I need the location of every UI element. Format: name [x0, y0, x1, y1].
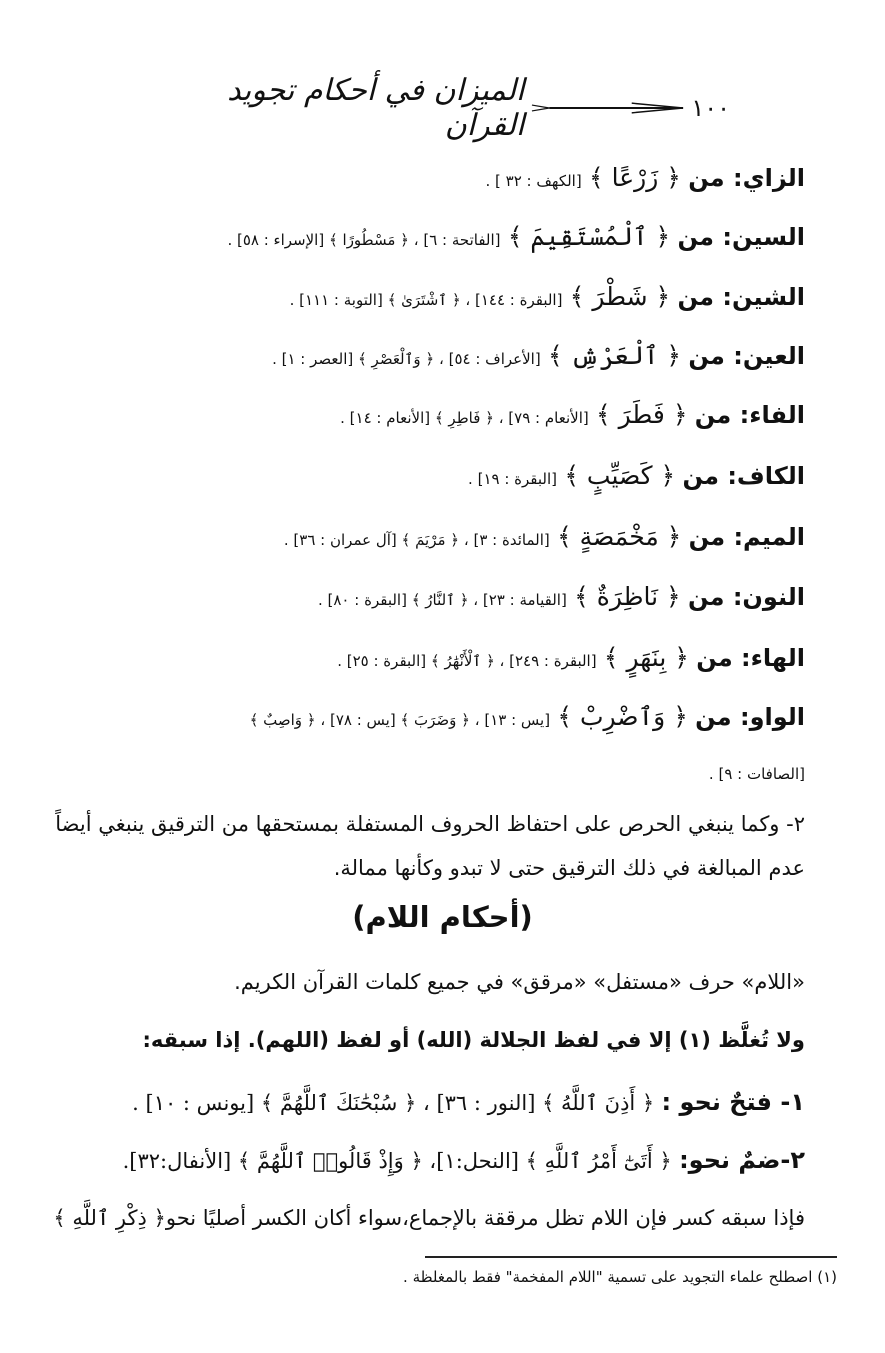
- footnote-divider: [425, 1256, 837, 1258]
- row-nun: النون: من ﴿ نَاظِرَةٌ ﴾ [القيامة : ٢٣] ، ﴿ ٱلنَّارُ ﴾ [البقرة : ٨٠] .: [317, 582, 805, 611]
- item-1: ١- فتحٌ نحو : ﴿ أَذِنَ ٱللَّهُ ﴾ [النور : ٣٦] ، ﴿ سُبْحَٰنَكَ ٱللَّهُمَّ ﴾ [يونس : ١٠] .: [132, 1088, 805, 1116]
- paragraph-line-1: ٢- وكما ينبغي الحرص على احتفاظ الحروف المستفلة بمستحقها من الترقيق ينبغي أيضاً: [55, 812, 805, 836]
- row-shin: الشين: من ﴿ شَطْرَ ﴾ [البقرة : ١٤٤] ، ﴿ ٱشْتَرَىٰ ﴾ [التوبة : ١١١] .: [289, 282, 805, 311]
- continuation-ref: [الصافات : ٩] .: [708, 765, 805, 783]
- paragraph-line-2: عدم المبالغة في ذلك الترقيق حتى لا تبدو وكأنها ممالة.: [333, 856, 805, 880]
- row-mim: الميم: من ﴿ مَخْمَصَةٍ ﴾ [المائدة : ٣] ، ﴿ مَرْيَمَ ﴾ [آل عمران : ٣٦] .: [283, 522, 805, 551]
- lam-line-2: ولا تُغلَّظ (١) إلا في لفظ الجلالة (الله) أو لفظ (اللهم). إذا سبقه:: [142, 1028, 805, 1052]
- row-fa: الفاء: من ﴿ فَطَرَ ﴾ [الأنعام : ٧٩] ، ﴿ فَاطِرِ ﴾ [الأنعام : ١٤] .: [340, 400, 805, 429]
- row-waw: الواو: من ﴿ وَٱضْرِبْ ﴾ [يس : ١٣] ، ﴿ وَضَرَبَ ﴾ [يس : ٧٨] ، ﴿ وَاصِبٌ ﴾: [249, 702, 805, 731]
- item-2: ٢-ضمٌ نحو: ﴿ أَتَىٰٓ أَمْرُ ٱللَّهِ ﴾ [النحل:١]، ﴿ وَإِذْ قَالُوا۟ ٱللَّهُمَّ ﴾ [الأنفال:٣٢].: [122, 1146, 805, 1174]
- page-number: ١٠٠: [691, 94, 730, 122]
- footnote: (١) اصطلح علماء التجويد على تسمية "اللام المفخمة" فقط بالمغلظة .: [403, 1268, 837, 1286]
- row-kaf: الكاف: من ﴿ كَصَيِّبٍ ﴾ [البقرة : ١٩] .: [468, 461, 805, 490]
- last-line: فإذا سبقه كسر فإن اللام تظل مرققة بالإجماع،سواء أكان الكسر أصليًا نحو﴿ ذِكْرِ ٱللَّهِ ﴾: [53, 1206, 805, 1230]
- section-heading: (أحكام اللام): [352, 900, 533, 934]
- lam-line-1: «اللام» حرف «مستفل» «مرقق» في جميع كلمات القرآن الكريم.: [234, 970, 805, 994]
- row-ha: الهاء: من ﴿ بِنَهَرٍ ﴾ [البقرة : ٢٤٩] ، ﴿ ٱلْأَنْهَٰرُ ﴾ [البقرة : ٢٥] .: [337, 643, 805, 672]
- row-ain: العين: من ﴿ ٱلْعَرْشِ ﴾ [الأعراف : ٥٤] ، ﴿ وَٱلْعَصْرِ ﴾ [العصر : ١] .: [272, 341, 805, 370]
- page-header: [150, 73, 730, 143]
- row-sin: السين: من ﴿ ٱلْمُسْتَقِيمَ ﴾ [الفاتحة : ٦] ، ﴿ مَسْطُورًا ﴾ [الإسراء : ٥٨] .: [227, 222, 805, 251]
- header-title: الميزان في أحكام تجويد القرآن: [227, 73, 525, 143]
- row-zay: الزاي: من ﴿ زَرْعًا ﴾ [الكهف : ٣٢ ] .: [485, 163, 805, 192]
- header-ornament-icon: [530, 97, 685, 119]
